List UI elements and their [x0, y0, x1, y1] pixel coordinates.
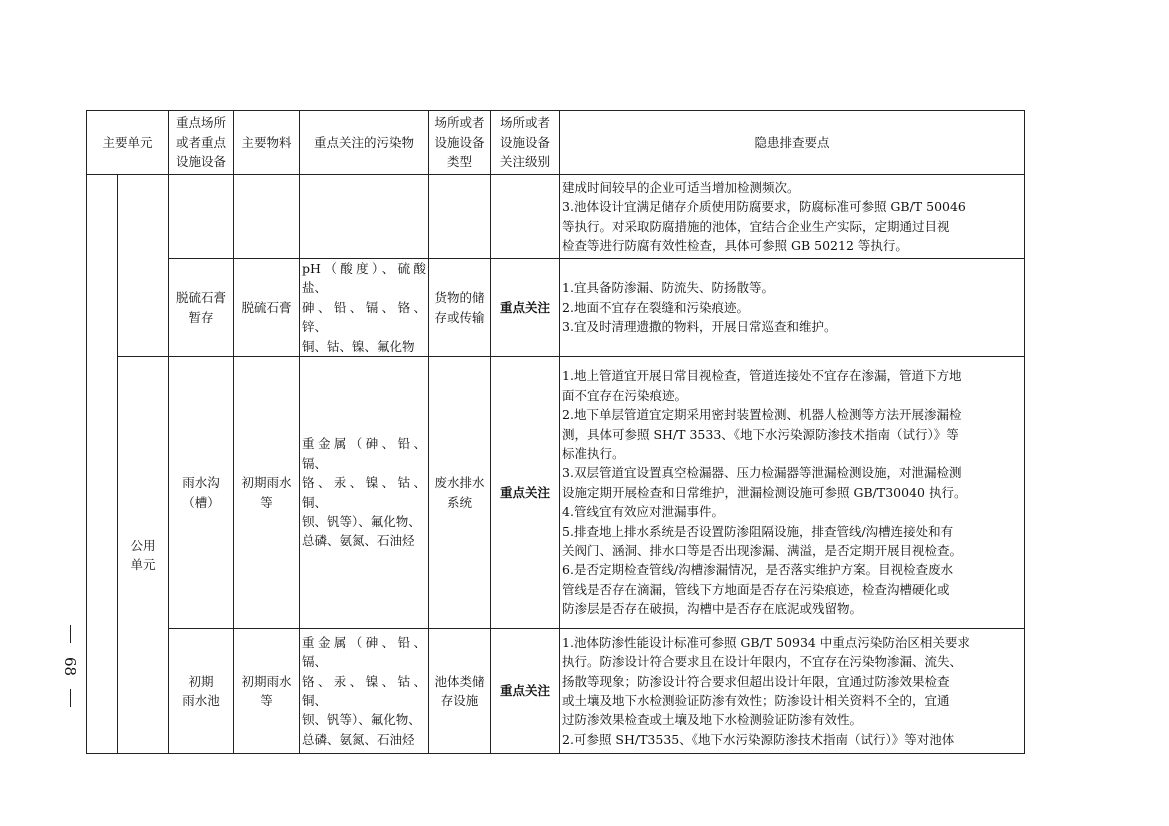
header-main-unit: 主要单元 [87, 111, 169, 175]
pollutants-cell: 重金属（砷、铅、镉、 铬、汞、镍、钴、铜、 钡、钒等）、氟化物、 总磷、氨氮、石油烃 [300, 357, 429, 629]
level-cell: 重点关注 [491, 629, 560, 754]
outer-blank-cell [87, 175, 118, 754]
page-number-text: 68 [61, 656, 80, 676]
facility-cell: 雨水沟 （槽） [169, 357, 234, 629]
pollutants-cell: 重金属（砷、铅、镉、 铬、汞、镍、钴、铜、 钡、钒等）、氟化物、 总磷、氨氮、石油烃 [300, 629, 429, 754]
type-cell: 货物的储 存或传输 [429, 259, 491, 357]
inspection-points-cell: 1.地上管道宜开展日常目视检查，管道连接处不宜存在渗漏，管道下方地 面不宜存在污染痕迹。 2.地下单层管道宜定期采用密封装置检测、机器人检测等方法开展渗漏检 测，具体可参照 SH/T 3533、《地下水污染源防渗技术指南（试行）》等 标准执行。 3.双层管道宜设置真空检漏器、压力检漏器等泄漏检测设施，对泄漏检测 设施定期开展检查和日常维护，泄漏检测设施可参照 GB/T30040 执行。 4.管线宜有效应对泄漏事件。 5.排查地上排水系统是否设置防渗阻隔设施，排查管线/沟槽连接处和有 关阀门、涵洞、排水口等是否出现渗漏、满溢，是否定期开展目视检查。 6.是否定期检查管线/沟槽渗漏情况，是否落实维护方案。目视检查废水 管线是否存在滴漏，管线下方地面是否存在污染痕迹，检查沟槽硬化或 防渗层是否存在破损，沟槽中是否存在底泥或残留物。 [560, 357, 1025, 629]
header-material: 主要物料 [234, 111, 300, 175]
header-type: 场所或者 设施设备 类型 [429, 111, 491, 175]
facility-cell: 脱硫石膏 暂存 [169, 259, 234, 357]
table-row [87, 357, 1025, 629]
level-cell: 重点关注 [491, 357, 560, 629]
inspection-points-cell: 建成时间较早的企业可适当增加检测频次。 3.池体设计宜满足储存介质使用防腐要求，防腐标准可参照 GB/T 50046 等执行。对采取防腐措施的池体，宜结合企业生产实际，定期通过目视 检查等进行防腐有效性检查，具体可参照 GB 50212 等执行。 [560, 175, 1025, 259]
page-number-dash [70, 689, 71, 707]
header-facility: 重点场所 或者重点 设施设备 [169, 111, 234, 175]
material-cell: 脱硫石膏 [234, 259, 300, 357]
inspection-table [86, 110, 1025, 754]
header-level: 场所或者 设施设备 关注级别 [491, 111, 560, 175]
unit-blank-cell [118, 175, 169, 357]
table-row [87, 175, 1025, 259]
header-pollutants: 重点关注的污染物 [300, 111, 429, 175]
pollutants-cell: pH（酸度）、硫酸盐、 砷、铅、镉、铬、锌、 铜、钴、镍、氟化物 [300, 259, 429, 357]
level-cell: 重点关注 [491, 259, 560, 357]
inspection-points-cell: 1.宜具备防渗漏、防流失、防扬散等。 2.地面不宜存在裂缝和污染痕迹。 3.宜及时清理遗撒的物料，开展日常巡查和维护。 [560, 259, 1025, 357]
inspection-points-cell: 1.池体防渗性能设计标准可参照 GB/T 50934 中重点污染防治区相关要求 执行。防渗设计符合要求且在设计年限内，不宜存在污染物渗漏、流失、 扬散等现象；防渗设计符合要求但超出设计年限，宜通过防渗效果检查 或土壤及地下水检测验证防渗有效性；防渗设计相关资料不全的，宜通 过防渗效果检查或土壤及地下水检测验证防渗有效性。 2.可参照 SH/T3535、《地下水污染源防渗技术指南（试行）》等对池体 [560, 629, 1025, 754]
type-cell: 池体类储 存设施 [429, 629, 491, 754]
facility-cell: 初期 雨水池 [169, 629, 234, 754]
page-number-dash [70, 625, 71, 643]
unit-cell-public: 公用 单元 [118, 357, 169, 754]
material-cell: 初期雨水等 [234, 357, 300, 629]
type-cell: 废水排水 系统 [429, 357, 491, 629]
table-header-row [87, 111, 1025, 175]
header-inspection-points: 隐患排查要点 [560, 111, 1025, 175]
page-number [58, 625, 82, 707]
table-row [87, 259, 1025, 357]
material-cell: 初期雨水等 [234, 629, 300, 754]
table-row [87, 629, 1025, 754]
